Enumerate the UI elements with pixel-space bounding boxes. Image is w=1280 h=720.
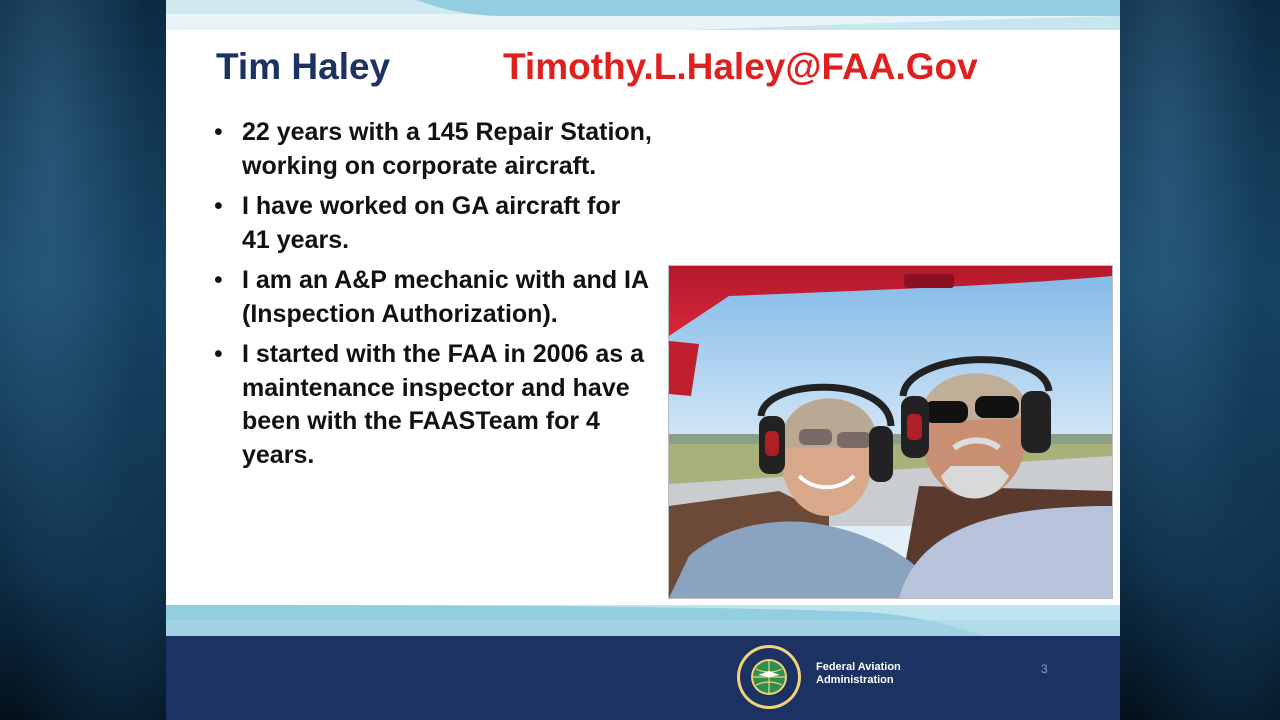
left-background	[0, 0, 166, 720]
bullet-item: • I am an A&P mechanic with and IA (Inspection Authorization).	[214, 264, 654, 331]
bullet-list	[214, 116, 654, 479]
top-wave-band	[166, 0, 1120, 30]
agency-line-2: Administration	[816, 674, 894, 686]
slide-footer	[166, 636, 1120, 720]
presenter-name: Tim Haley	[216, 46, 391, 87]
presentation-slide	[166, 0, 1120, 720]
bullet-item: • I started with the FAA in 2006 as a maintenance inspector and have been with the FAASTeam for 4 years.	[214, 338, 654, 472]
page-number: 3	[1041, 662, 1048, 676]
faa-seal-icon	[736, 644, 802, 710]
agency-name	[816, 661, 901, 687]
presenter-email: Timothy.L.Haley@FAA.Gov	[503, 46, 978, 87]
bottom-wave-band	[166, 600, 1120, 640]
bullet-item: • I have worked on GA aircraft for 41 years.	[214, 190, 654, 257]
right-background	[1120, 0, 1280, 720]
agency-line-1: Federal Aviation	[816, 661, 901, 673]
cockpit-photo	[668, 265, 1113, 599]
bullet-item: • 22 years with a 145 Repair Station, working on corporate aircraft.	[214, 116, 654, 183]
